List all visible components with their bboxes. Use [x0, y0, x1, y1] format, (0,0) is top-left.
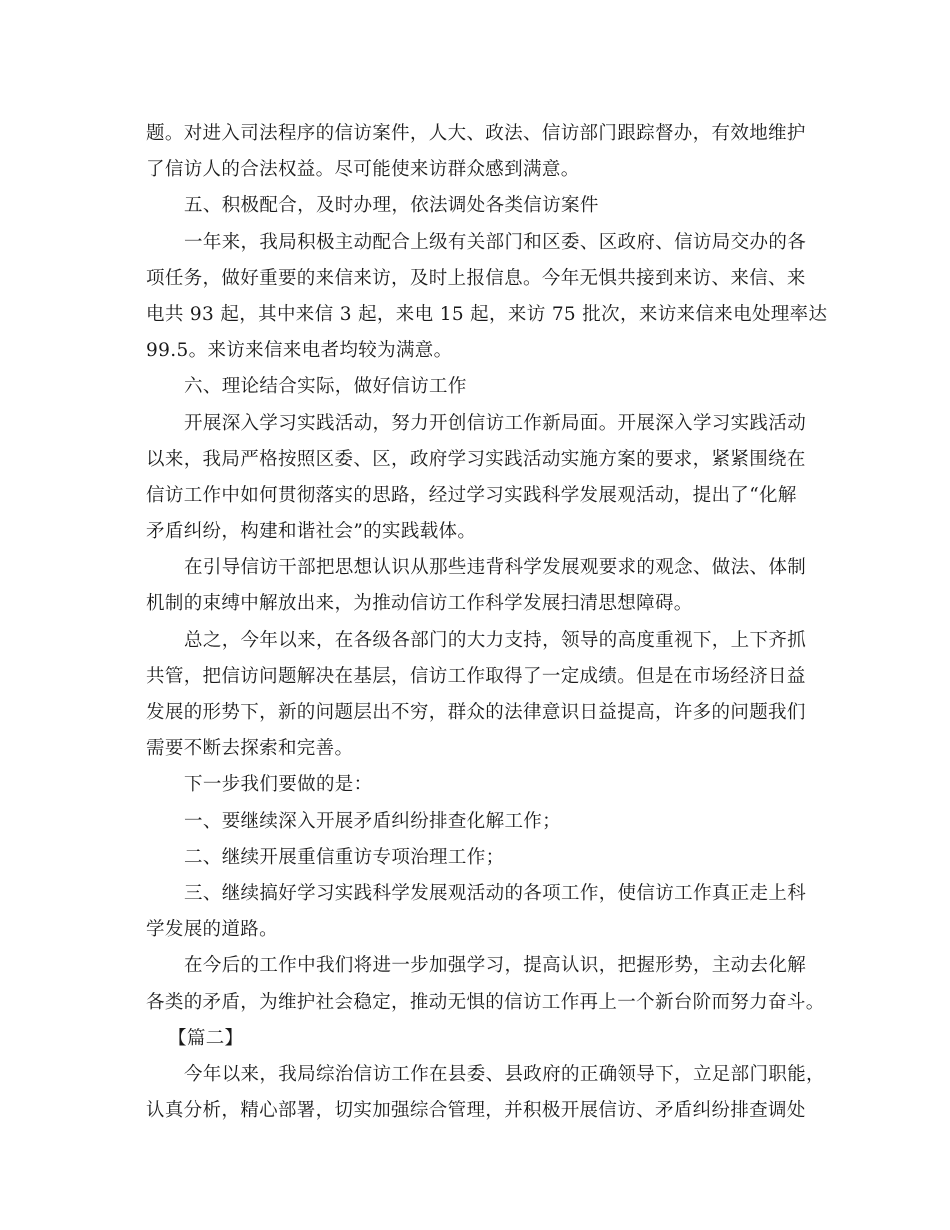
list-item: 二、继续开展重信重访专项治理工作；: [184, 846, 505, 868]
chapter-heading: 【篇二】: [168, 1027, 244, 1049]
text-line: 各类的矛盾，为维护社会稳定，推动无惧的信访工作再上一个新台阶而努力奋斗。: [146, 991, 825, 1013]
text-line: 以来，我局严格按照区委、区，政府学习实践活动实施方案的要求，紧紧围绕在: [146, 448, 806, 470]
text-line: 学发展的道路。: [146, 919, 278, 941]
text-line: 了信访人的合法权益。尽可能使来访群众感到满意。: [146, 159, 580, 181]
list-item: 三、继续搞好学习实践科学发展观活动的各项工作，使信访工作真正走上科: [184, 882, 807, 904]
text-line: 矛盾纠纷，构建和谐社会”的实践载体。: [146, 521, 477, 543]
text-line: 一年来，我局积极主动配合上级有关部门和区委、区政府、信访局交办的各: [184, 231, 807, 253]
text-line: 认真分析，精心部署，切实加强综合管理，并积极开展信访、矛盾纠纷排查调处: [146, 1100, 806, 1122]
text-line: 题。对进入司法程序的信访案件，人大、政法、信访部门跟踪督办，有效地维护: [146, 123, 806, 144]
text-line: 今年以来，我局综治信访工作在县委、县政府的正确领导下，立足部门职能，: [184, 1063, 825, 1085]
text-line: 总之，今年以来，在各级各部门的大力支持，领导的高度重视下，上下齐抓: [184, 629, 807, 651]
text-line: 开展深入学习实践活动，努力开创信访工作新局面。开展深入学习实践活动: [184, 412, 807, 434]
list-item: 一、要继续深入开展矛盾纠纷排查化解工作；: [184, 810, 562, 832]
text-line: 信访工作中如何贯彻落实的思路，经过学习实践科学发展观活动，提出了“化解: [146, 484, 797, 506]
section-heading: 六、理论结合实际，做好信访工作: [184, 376, 467, 398]
text-line: 电共 93 起，其中来信 3 起，来电 15 起，来访 75 批次，来访来信来电处理率达: [146, 303, 828, 325]
section-heading: 五、积极配合，及时办理，依法调处各类信访案件: [184, 195, 599, 217]
text-line: 机制的束缚中解放出来，为推动信访工作科学发展扫清思想障碍。: [146, 593, 693, 615]
text-line: 需要不断去探索和完善。: [146, 738, 354, 760]
document-body: [146, 116, 828, 1129]
text-line: 发展的形势下，新的问题层出不穷，群众的法律意识日益提高，许多的问题我们: [146, 702, 806, 723]
text-line: 99.5。来访来信来电者均较为满意。: [146, 340, 453, 362]
text-line: 在今后的工作中我们将进一步加强学习，提高认识，把握形势，主动去化解: [184, 955, 807, 977]
text-line: 在引导信访干部把思想认识从那些违背科学发展观要求的观念、做法、体制: [184, 557, 807, 579]
text-line: 共管，把信访问题解决在基层，信访工作取得了一定成绩。但是在市场经济日益: [146, 665, 806, 687]
text-line: 下一步我们要做的是：: [184, 774, 373, 796]
text-line: 项任务，做好重要的来信来访，及时上报信息。今年无惧共接到来访、来信、来: [146, 267, 806, 289]
